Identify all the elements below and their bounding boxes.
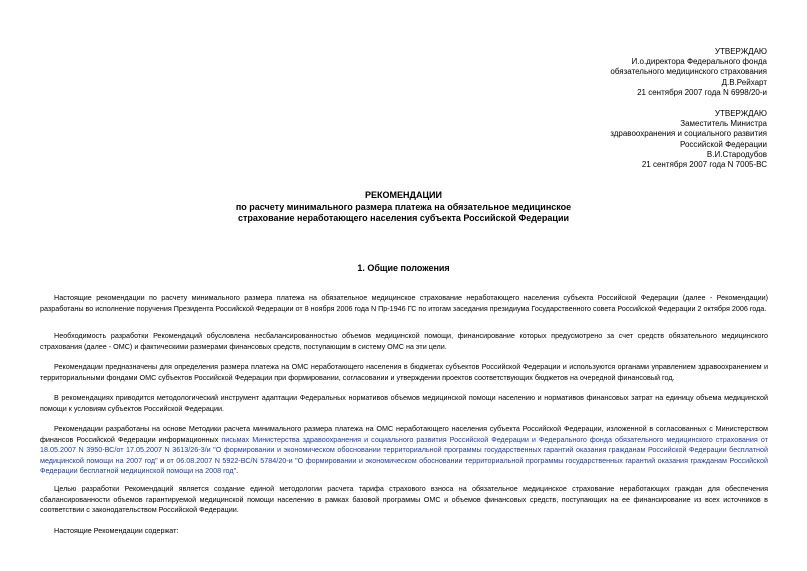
title-line: страхование неработающего населения субъекта Российской Федерации	[237, 213, 570, 223]
paragraph-text: Рекомендации разработаны на основе Методики расчета минимального размера платежа на ОМС неработающего населения субъекта Российской Федерации, изложенной в согласованных с Министерством финансов Российской Федерации информационных	[40, 424, 768, 444]
section-heading: 1. Общие положения	[357, 263, 450, 273]
paragraph-text: .	[236, 466, 239, 475]
approval-block-deputy-minister	[610, 109, 767, 170]
legal-document-link[interactable]: от 06.08.2007 N 5922-ВС/N 5784/20-и "О формировании и экономическом обосновании территориальной программы государственных гарантий оказания гражданам Российской Федерации бесплатной медицинской помощи на 2008 год"	[40, 455, 768, 475]
paragraph: Настоящие Рекомендации содержат:	[54, 526, 179, 535]
approver-position: обязательного медицинского страхования	[610, 67, 767, 77]
approver-position: И.о.директора Федерального фонда	[631, 57, 767, 67]
title-line: по расчету минимального размера платежа на обязательное медицинское	[235, 201, 572, 212]
approver-name: Д.В.Рейхарт	[721, 77, 767, 87]
approval-heading: УТВЕРЖДАЮ	[714, 109, 767, 118]
paragraph-with-links	[40, 424, 768, 477]
approval-date: 21 сентября 2007 года N 7005-ВС	[641, 160, 767, 170]
approval-block-director	[610, 47, 767, 98]
approver-position: Заместитель Министра	[680, 119, 767, 129]
paragraph: Настоящие рекомендации по расчету минимального размера платежа на обязательное медицинское страхование неработающего населения субъекта Российской Федерации (далее - Рекомендации) разработаны во исполнение поручения Президента Российской Федерации от 8 ноября 2006 года N Пр-1946 ГС по итогам заседания президиума Государственного совета Российской Федерации 2 октября 2006 года.	[40, 293, 768, 313]
approval-date: 21 сентября 2007 года N 6998/20-и	[637, 87, 767, 97]
approver-position: Российской Федерации	[680, 139, 767, 149]
paragraph: В рекомендациях приводится методологический инструмент адаптации Федеральных нормативов объемов медицинской помощи населению и нормативов финансовых затрат на единицу объема медицинской помощи к условиям субъектов Российской Федерации.	[40, 393, 768, 413]
paragraph: Рекомендации предназначены для определения размера платежа на ОМС неработающего населения в бюджетах субъектов Российской Федерации и используются органами управлением здравоохранением и территориальными фондами ОМС субъектов Российской Федерации при формировании, согласовании и утверждении проектов соответствующих бюджетов на очередной финансовый год.	[40, 362, 768, 382]
approver-name: В.И.Стародубов	[706, 149, 767, 159]
paragraph: Целью разработки Рекомендаций является создание единой методологии расчета тарифа страхового взноса на обязательное медицинское страхование неработающих граждан для обеспечения сбалансированности объемов гарантируемой медицинской помощи населению в рамках базовой программы ОМС и объемов финансовых средств, поступающих на ее финансирование из всех источников в соответствии с законодательством Российской Федерации.	[40, 484, 768, 514]
legal-document-link[interactable]: письмах Министерства здравоохранения и социального развития Российской Федерации и Федерального фонда обязательного медицинского страхования от 18.05.2007 N 3950-ВС/от 17.05.2007 N 3613/26-3/и "О формировании и экономическом обосновании территориальной программы государственных гарантий оказания гражданам Российской Федерации бесплатной медицинской помощи на 2007 год"	[40, 434, 768, 465]
approval-heading: УТВЕРЖДАЮ	[714, 47, 767, 56]
paragraph-text: и	[157, 455, 167, 465]
approver-position: здравоохранения и социального развития	[610, 129, 767, 139]
document-title	[0, 190, 807, 225]
title-line: РЕКОМЕНДАЦИИ	[365, 190, 442, 200]
paragraph: Необходимость разработки Рекомендаций обусловлена несбалансированностью объемов медицинской помощи, финансирование которых предусмотрено за счет средств обязательного медицинского страхования (далее - ОМС) и фактическими размерами финансовых средств, поступающим в систему ОМС на эти цели.	[40, 331, 768, 351]
